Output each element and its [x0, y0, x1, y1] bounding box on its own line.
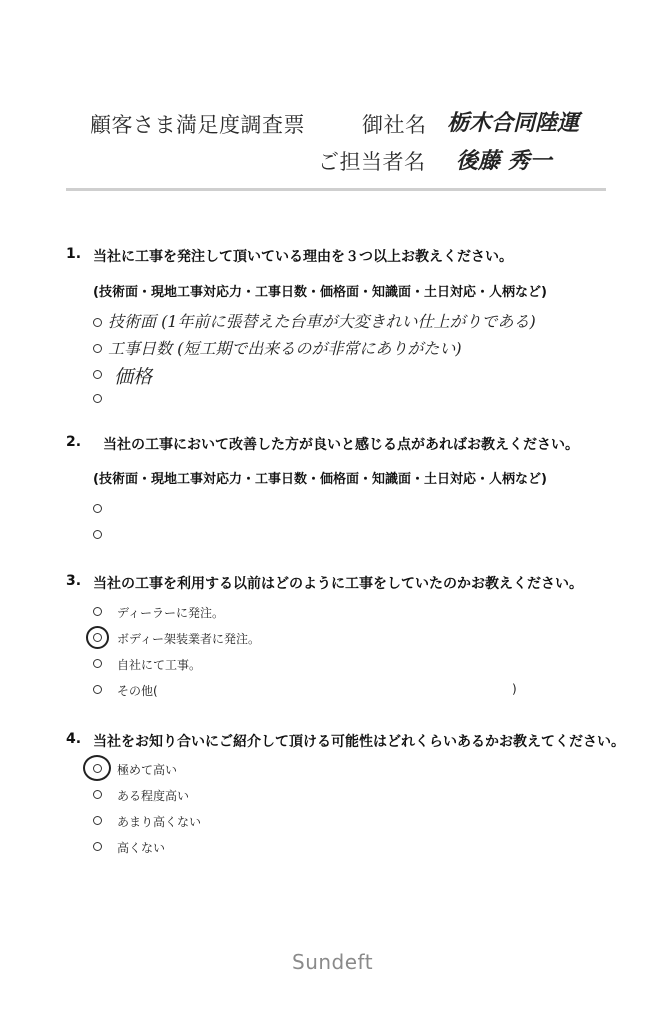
q1-answer-1: 技術面 (1年前に張替えた台車が大変きれい仕上がりである) — [108, 312, 536, 331]
q2-text: 当社の工事において改善した方が良いと感じる点があればお教えください。 — [103, 437, 579, 453]
q1-answer-3-circle — [93, 370, 102, 379]
q3-option-3: 自社にて工事。 — [117, 658, 202, 672]
brand-logo: Sundeft — [292, 950, 374, 974]
q1-text: 当社に工事を発注して頂いている理由を３つ以上お教えください。 — [93, 249, 513, 265]
q4-option-3: あまり高くない — [117, 815, 202, 829]
q4-option-1: 極めて高い — [117, 763, 178, 777]
q4-option-3-circle — [93, 816, 102, 825]
form-title: 顧客さま満足度調査票 — [90, 113, 305, 137]
q1-hint: (技術面・現地工事対応力・工事日数・価格面・知識面・土日対応・人柄など) — [93, 285, 547, 300]
q3-text: 当社の工事を利用する以前はどのように工事をしていたのかお教えください。 — [93, 576, 583, 592]
q4-selected-mark — [83, 755, 111, 781]
q1-answer-2: 工事日数 (短工期で出来るのが非常にありがたい) — [108, 339, 462, 358]
q3-option-1: ディーラーに発注。 — [117, 606, 225, 620]
q3-option-4-circle — [93, 685, 102, 694]
q4-option-4-circle — [93, 842, 102, 851]
q3-option-1-circle — [93, 607, 102, 616]
q2-answer-2-circle — [93, 530, 102, 539]
q1-number: 1. — [66, 246, 82, 262]
q4-option-4: 高くない — [117, 841, 166, 855]
q3-selected-mark — [86, 626, 109, 649]
q1-answer-3: 価格 — [114, 366, 153, 388]
q4-text: 当社をお知り合いにご紹介して頂ける可能性はどれくらいあるかお教えてください。 — [93, 734, 625, 750]
q3-option-2: ボディー架装業者に発注。 — [117, 632, 261, 646]
contact-value: 後藤 秀一 — [456, 148, 552, 174]
q3-number: 3. — [66, 573, 82, 589]
q2-answer-1-circle — [93, 504, 102, 513]
company-label: 御社名 — [362, 113, 427, 137]
company-value: 栃木合同陸運 — [447, 110, 580, 136]
q4-option-2: ある程度高い — [117, 789, 190, 803]
q4-number: 4. — [66, 731, 82, 747]
q2-number: 2. — [66, 434, 82, 450]
q3-option-3-circle — [93, 659, 102, 668]
header-divider — [66, 188, 606, 191]
q4-option-2-circle — [93, 790, 102, 799]
q3-other-close: ) — [512, 682, 517, 696]
q1-answer-1-circle — [93, 318, 102, 327]
q3-option-4: その他( — [117, 684, 158, 698]
q2-hint: (技術面・現地工事対応力・工事日数・価格面・知識面・土日対応・人柄など) — [93, 472, 547, 487]
q1-answer-2-circle — [93, 344, 102, 353]
contact-label: ご担当者名 — [318, 150, 426, 174]
q1-answer-4-circle — [93, 394, 102, 403]
